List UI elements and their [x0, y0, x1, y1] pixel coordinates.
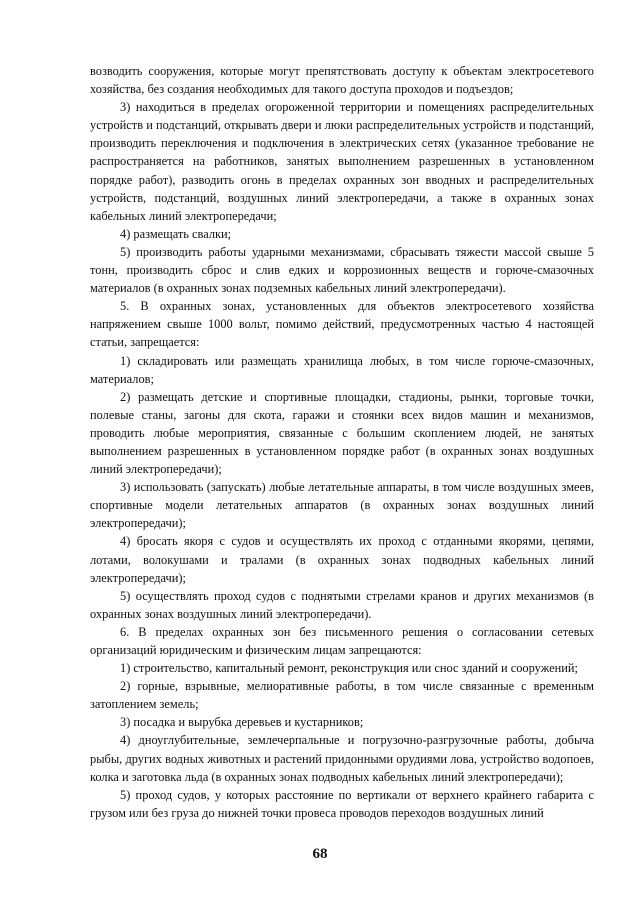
paragraph-section-6-item-5: 5) проход судов, у которых расстояние по вертикали от верхнего крайнего габарита с грузом или без груза до нижней точки провеса проводов переходов воздушных линий [90, 787, 594, 820]
paragraph-item-4: 4) размещать свалки; [120, 226, 232, 241]
paragraph-section-6-item-3: 3) посадка и вырубка деревьев и кустарников; [120, 715, 364, 730]
paragraph-section-6-item-1: 1) строительство, капитальный ремонт, реконструкция или снос зданий и сооружений; [120, 661, 578, 676]
document-page [90, 62, 594, 822]
paragraph-section-6: 6. В пределах охранных зон без письменного решения о согласовании сетевых организаций юридическим и физическим лицам запрещаются: [90, 624, 594, 657]
paragraph-section-5-item-2: 2) размещать детские и спортивные площадки, стадионы, рынки, торговые точки, полевые станы, загоны для скота, гаражи и стоянки всех видов машин и механизмов, проводить любые мероприятия, связанные с большим скоплением людей, не занятых выполнением разрешенных в установленном порядке работ (в охранных зонах воздушных линий электропередачи); [90, 389, 594, 477]
paragraph-section-5-item-1: 1) складировать или размещать хранилища любых, в том числе горюче-смазочных, материалов; [90, 353, 594, 386]
paragraph-section-5-item-3: 3) использовать (запускать) любые летательные аппараты, в том числе воздушных змеев, спортивные модели летательных аппаратов (в охранных зонах воздушных линий электропередачи); [90, 480, 594, 531]
paragraph-continuation: возводить сооружения, которые могут препятствовать доступу к объектам электросетевого хозяйства, без создания необходимых для такого доступа проходов и подъездов; [90, 64, 594, 97]
paragraph-section-5-item-5: 5) осуществлять проход судов с поднятыми стрелами кранов и других механизмов (в охранных зонах воздушных линий электропередачи). [90, 588, 594, 621]
paragraph-section-5: 5. В охранных зонах, установленных для объектов электросетевого хозяйства напряжением свыше 1000 вольт, помимо действий, предусмотренных частью 4 настоящей статьи, запрещается: [90, 299, 594, 350]
paragraph-section-5-item-4: 4) бросать якоря с судов и осуществлять их проход с отданными якорями, цепями, лотами, волокушами и тралами (в охранных зонах подводных кабельных линий электропередачи); [90, 534, 594, 585]
page-number: 68 [312, 846, 328, 862]
paragraph-section-6-item-4: 4) дноуглубительные, землечерпальные и погрузочно-разгрузочные работы, добыча рыбы, других водных животных и растений придонными орудиями лова, устройство водопоев, колка и заготовка льда (в охранных зонах подводных кабельных линий электропередачи); [90, 733, 594, 784]
paragraph-section-6-item-2: 2) горные, взрывные, мелиоративные работы, в том числе связанные с временным затоплением земель; [90, 679, 594, 712]
paragraph-item-5: 5) производить работы ударными механизмами, сбрасывать тяжести массой свыше 5 тонн, производить сброс и слив едких и коррозионных веществ и горюче-смазочных материалов (в охранных зонах подземных кабельных линий электропередачи). [90, 244, 594, 296]
paragraph-item-3: 3) находиться в пределах огороженной территории и помещениях распределительных устройств и подстанций, открывать двери и люки распределительных устройств и подстанций, производить переключения и подключения в электрических сетях (указанное требование не распространяется на работников, занятых выполнением разрешенных в установленном порядке работ), разводить огонь в пределах охранных зон вводных и распределительных устройств, подстанций, воздушных линий электропередачи, а также в охранных зонах кабельных линий электропередачи; [90, 100, 594, 223]
